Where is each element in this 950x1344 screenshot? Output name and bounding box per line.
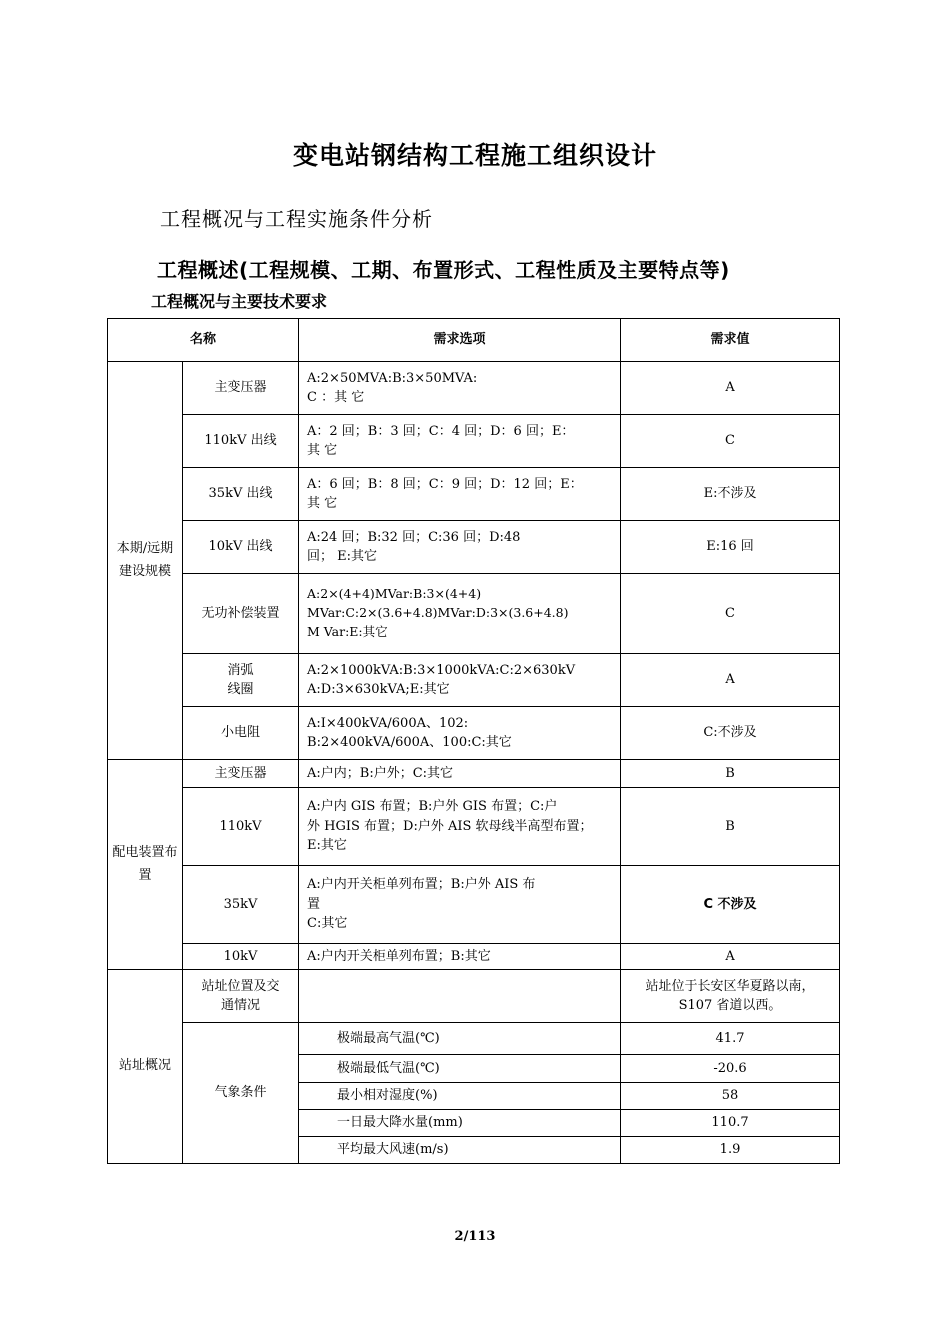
climate-value: 58 (621, 1083, 840, 1110)
row-name: 10kV 出线 (183, 521, 299, 574)
row-value: A (621, 944, 840, 970)
row-name: 站址位置及交 通情况 (183, 970, 299, 1023)
climate-value: 110.7 (621, 1110, 840, 1137)
row-option: A:户内；B:户外；C:其它 (299, 760, 621, 788)
row-name: 小电阻 (183, 707, 299, 760)
row-value: C:不涉及 (621, 707, 840, 760)
group-label-site: 站址概况 (108, 970, 183, 1164)
table-row (108, 654, 840, 707)
row-value: E:不涉及 (621, 468, 840, 521)
row-option: A：2 回；B：3 回；C：4 回；D：6 回；E： 其 它 (299, 415, 621, 468)
table-row (108, 760, 840, 788)
climate-value: 41.7 (621, 1023, 840, 1055)
document-title: 变电站钢结构工程施工组织设计 (292, 141, 657, 170)
header-option: 需求选项 (299, 319, 621, 362)
row-option: A:24 回；B:32 回；C:36 回；D:48 回； E:其它 (299, 521, 621, 574)
row-value: B (621, 788, 840, 866)
climate-item: 一日最大降水量(mm) (299, 1110, 621, 1137)
group-label-scale: 本期/远期建设规模 (108, 362, 183, 760)
climate-label: 气象条件 (183, 1023, 299, 1164)
row-name: 无功补偿装置 (183, 574, 299, 654)
climate-item: 最小相对湿度(%) (299, 1083, 621, 1110)
row-option: A:2×(4+4)MVar:B:3×(4+4) MVar:C:2×(3.6+4.8)MVar:D:3×(3.6+4.8) M Var:E:其它 (299, 574, 621, 654)
climate-value: -20.6 (621, 1055, 840, 1083)
header-name: 名称 (108, 319, 299, 362)
row-option: A:2×50MVA:B:3×50MVA: C ：其 它 (299, 362, 621, 415)
row-name: 110kV (183, 788, 299, 866)
table-row (108, 362, 840, 415)
row-value: C (621, 415, 840, 468)
row-value: 站址位于长安区华夏路以南， S107 省道以西。 (621, 970, 840, 1023)
table-row (108, 415, 840, 468)
row-name: 主变压器 (183, 362, 299, 415)
row-value: A (621, 362, 840, 415)
row-option: A:户内 GIS 布置；B:户外 GIS 布置；C:户 外 HGIS 布置；D:户外 AIS 软母线半高型布置； E:其它 (299, 788, 621, 866)
row-option: A:2×1000kVA:B:3×1000kVA:C:2×630kV A:D:3×630kVA;E:其它 (299, 654, 621, 707)
table-row (108, 521, 840, 574)
row-name: 主变压器 (183, 760, 299, 788)
row-name: 110kV 出线 (183, 415, 299, 468)
page-number: 2/113 (454, 1229, 496, 1244)
table-row (108, 788, 840, 866)
row-value: E:16 回 (621, 521, 840, 574)
table-row (108, 970, 840, 1023)
row-option (299, 970, 621, 1023)
row-name: 10kV (183, 944, 299, 970)
subsection-heading: 工程概述(工程规模、工期、布置形式、工程性质及主要特点等) (157, 258, 730, 282)
row-name: 消弧 线圈 (183, 654, 299, 707)
row-value: B (621, 760, 840, 788)
table-row (108, 944, 840, 970)
climate-value: 1.9 (621, 1137, 840, 1164)
climate-item: 平均最大风速(m/s) (299, 1137, 621, 1164)
row-name: 35kV (183, 866, 299, 944)
header-value: 需求值 (621, 319, 840, 362)
section-heading: 工程概况与工程实施条件分析 (160, 207, 433, 231)
table-header-row (108, 319, 840, 362)
row-value: C 不涉及 (621, 866, 840, 944)
climate-item: 极端最高气温(℃) (299, 1023, 621, 1055)
row-option: A：6 回；B：8 回；C：9 回；D：12 回；E： 其 它 (299, 468, 621, 521)
row-value: C (621, 574, 840, 654)
requirements-table (107, 318, 840, 1164)
climate-item: 极端最低气温(℃) (299, 1055, 621, 1083)
table-row (108, 468, 840, 521)
row-name: 35kV 出线 (183, 468, 299, 521)
group-label-layout: 配电装置布置 (108, 760, 183, 970)
table-row (108, 866, 840, 944)
row-option: A:I×400kVA/600A、102: B:2×400kVA/600A、100:C:其它 (299, 707, 621, 760)
table-row (108, 574, 840, 654)
row-option: A:户内开关柜单列布置；B:其它 (299, 944, 621, 970)
table-row (108, 1023, 840, 1055)
table-row (108, 707, 840, 760)
row-option: A:户内开关柜单列布置；B:户外 AIS 布 置 C:其它 (299, 866, 621, 944)
table-caption: 工程概况与主要技术要求 (151, 292, 328, 311)
row-value: A (621, 654, 840, 707)
